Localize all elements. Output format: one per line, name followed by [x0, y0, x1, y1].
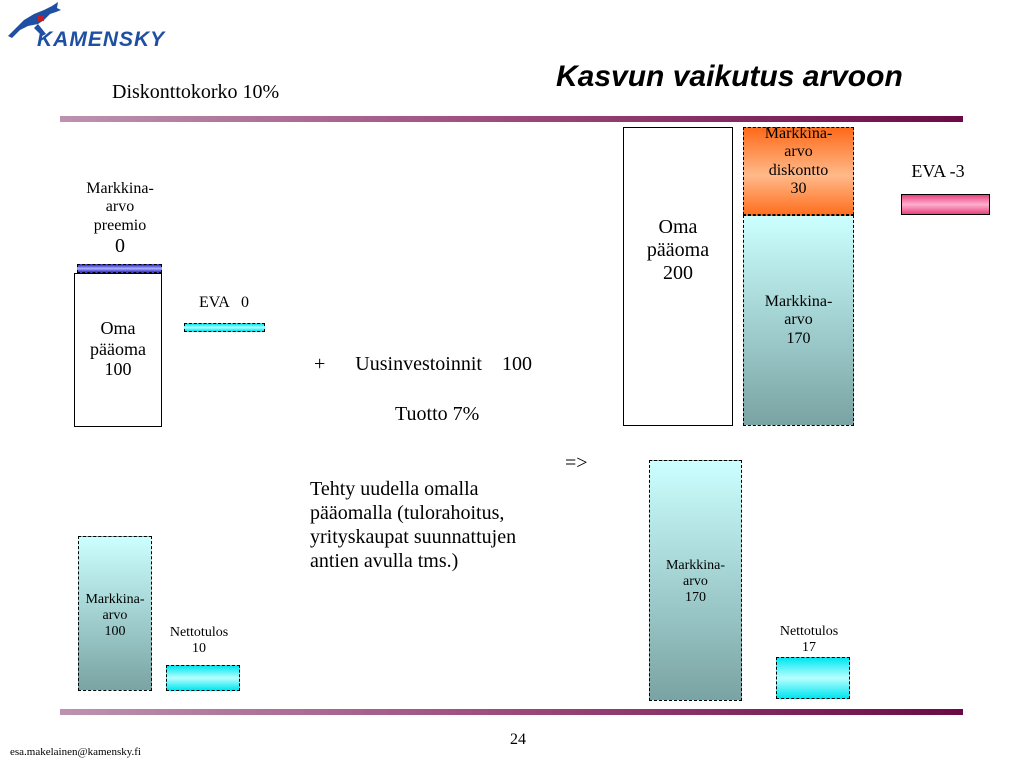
- right-discount-box: [743, 127, 854, 215]
- right-net-income-label: Nettotulos 17: [779, 624, 839, 656]
- left-eva-label: EVA 0: [199, 294, 249, 311]
- left-premium-label: Markkina- arvo preemio 0: [86, 180, 154, 258]
- footer-email: esa.makelainen@kamensky.fi: [10, 746, 141, 758]
- result-arrow: =>: [565, 452, 588, 474]
- return-label: Tuotto 7%: [395, 403, 480, 425]
- left-equity-label: Oma pääoma 100: [90, 318, 146, 380]
- right-eva-bar: [901, 194, 990, 215]
- new-investment-label: + Uusinvestoinnit 100: [314, 353, 532, 375]
- logo-text: KAMENSKY: [37, 28, 166, 51]
- right-market-value-top-box: [743, 215, 854, 426]
- kamensky-logo: [0, 0, 170, 56]
- right-market-value-top-label: Markkina- arvo 170: [764, 293, 833, 347]
- left-market-value-label: Markkina- arvo 100: [85, 592, 145, 640]
- slide-title: Kasvun vaikutus arvoon: [556, 60, 903, 93]
- left-net-income-label: Nettotulos 10: [169, 625, 229, 657]
- page-number: 24: [510, 731, 526, 748]
- right-equity-box: [623, 127, 733, 426]
- bottom-divider: [60, 709, 963, 715]
- left-net-income-bar: [166, 665, 240, 691]
- discount-rate-label: Diskonttokorko 10%: [112, 81, 280, 103]
- right-market-value-bottom-box: [649, 460, 742, 701]
- right-equity-label: Oma pääoma 200: [646, 216, 710, 284]
- right-net-income-bar: [776, 657, 850, 699]
- financing-note: Tehty uudella omalla pääomalla (tulorahoitus, yrityskaupat suunnattujen antien avulla tms.): [310, 478, 517, 572]
- left-eva-bar: [184, 323, 265, 332]
- left-market-value-box: [78, 536, 152, 691]
- right-discount-label: Markkina- arvo diskontto 30: [764, 125, 833, 198]
- left-equity-box: [74, 273, 162, 427]
- right-eva-label: EVA -3: [911, 161, 965, 181]
- left-premium-bar: [77, 264, 162, 273]
- right-market-value-bottom-label: Markkina- arvo 170: [665, 558, 726, 606]
- top-divider: [60, 116, 963, 122]
